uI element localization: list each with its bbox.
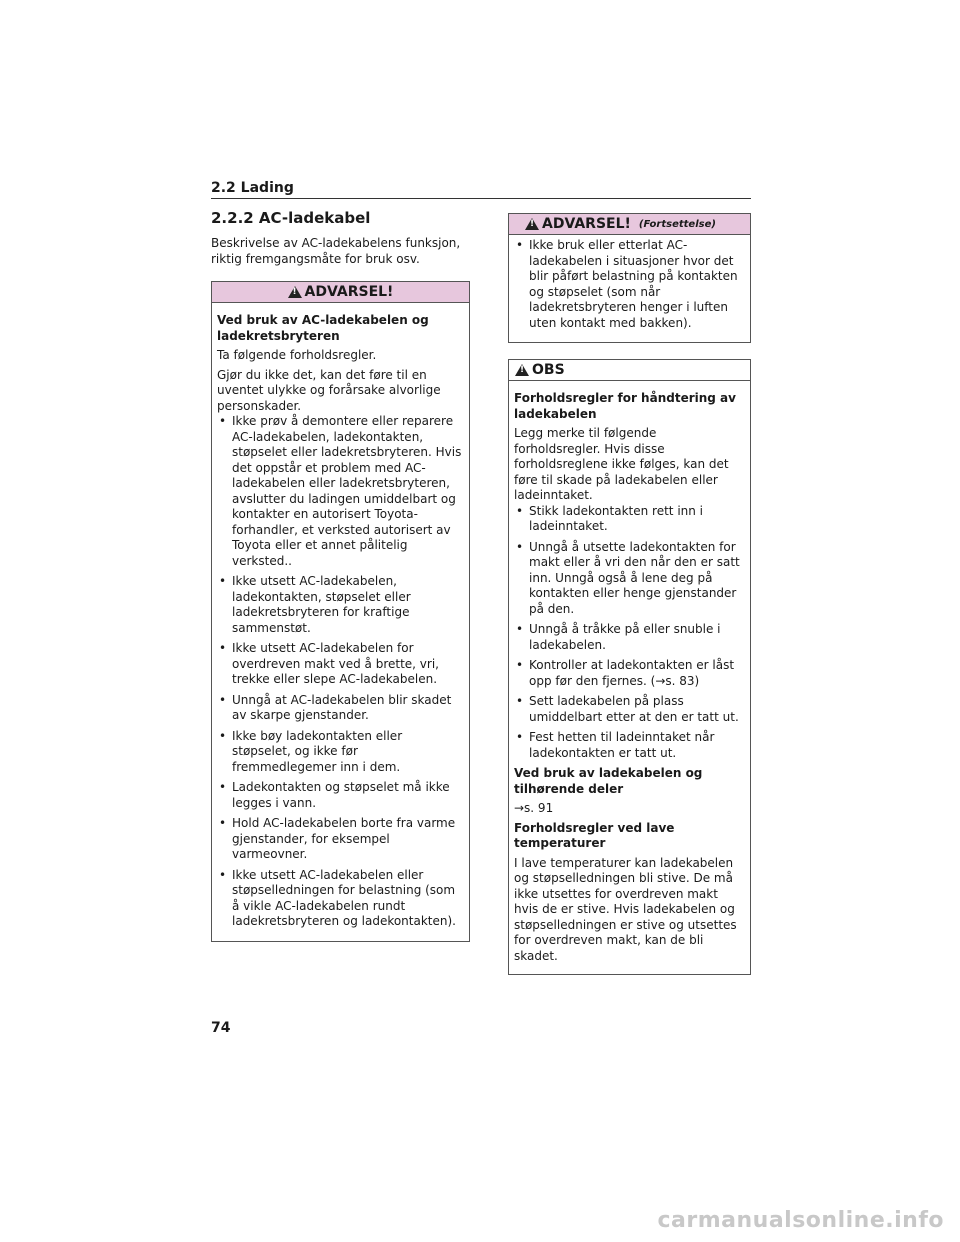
obs-paragraph: I lave temperaturer kan ladekabelen og støpselledningen bli stive. De må ikke utsettes for overdreven makt hvis de er stive. Hvis ladekabelen og støpselledningen er stive og utsettes for overdreven makt, kan de bli skadet. [514, 855, 737, 963]
warning-continued-body [509, 235, 750, 342]
obs-box [508, 359, 751, 975]
list-item: • Unngå å utsette ladekontakten for makt eller å vri den når den er satt inn. Unngå også å lene deg på kontakten eller henge gjenstander på den. [514, 540, 745, 618]
warning-continued-list [514, 238, 745, 331]
list-item: • Unngå å tråkke på eller snuble i ladekabelen. [514, 622, 745, 653]
obs-body [509, 381, 750, 974]
obs-bullet-list [514, 504, 745, 762]
obs-header [509, 360, 750, 381]
continued-tag: (Fortsettelse) [638, 218, 716, 230]
list-item: • Stikk ladekontakten rett inn i ladeinntaket. [514, 504, 745, 535]
list-item: • Unngå at AC-ladekabelen blir skadet av skarpe gjenstander. [217, 693, 464, 724]
page-number: 74 [211, 1020, 231, 1036]
list-item: • Ikke bruk eller etterlat AC-ladekabelen i situasjoner hvor det blir påført belastning på kontakten og støpselet (som når ladekretsbryteren henger i luften uten kontakt med bakken). [514, 238, 745, 331]
warning-continued-heading: ADVARSEL! [542, 216, 631, 232]
section-intro: Beskrivelse av AC-ladekabelens funksjon, riktig fremgangsmåte for bruk osv. [211, 236, 461, 266]
list-item: • Ladekontakten og støpselet må ikke legges i vann. [217, 780, 464, 811]
obs-subhead: Forholdsregler for håndtering av ladekabelen [514, 391, 736, 421]
list-item: • Ikke bøy ladekontakten eller støpselet, og ikke før fremmedlegemer inn i dem. [217, 729, 464, 776]
warning-continued-header [509, 214, 750, 235]
obs-subhead: Ved bruk av ladekabelen og tilhørende deler [514, 766, 703, 796]
warning-header [212, 282, 469, 303]
obs-heading: OBS [532, 362, 565, 378]
section-title: 2.2.2 AC-ladekabel [211, 209, 371, 227]
warning-subhead: Ved bruk av AC-ladekabelen og ladekretsbryteren [217, 313, 429, 343]
list-item: • Sett ladekabelen på plass umiddelbart etter at den er tatt ut. [514, 694, 745, 725]
warning-bullet-list [217, 414, 464, 930]
watermark-logo: carmanualsonline.info [657, 1208, 944, 1233]
warning-triangle-icon [525, 218, 539, 230]
list-item: • Ikke prøv å demontere eller reparere AC-ladekabelen, ladekontakten, støpselet eller ladekretsbryteren. Hvis det oppstår et problem med AC-ladekabelen eller ladekretsbryteren, avslutter du ladingen umiddelbart og kontakter en autorisert Toyota-forhandler, et verksted autorisert av Toyota eller et annet pålitelig verksted.. [217, 414, 464, 569]
list-item: • Kontroller at ladekontakten er låst opp før den fjernes. (→s. 83) [514, 658, 745, 689]
warning-box [211, 281, 470, 942]
caution-triangle-icon [515, 364, 529, 376]
obs-subhead: Forholdsregler ved lave temperaturer [514, 820, 675, 850]
chapter-header [211, 177, 751, 199]
list-item: • Ikke utsett AC-ladekabelen, ladekontakten, støpselet eller ladekretsbryteren for kraftige sammenstøt. [217, 574, 464, 636]
list-item: • Ikke utsett AC-ladekabelen eller støpselledningen for belastning (som å vikle AC-ladekabelen rundt ladekretsbryteren og ladekontakten). [217, 868, 464, 930]
warning-continued-box [508, 213, 751, 343]
list-item: • Ikke utsett AC-ladekabelen for overdreven makt ved å brette, vri, trekke eller slepe AC-ladekabelen. [217, 641, 464, 688]
obs-paragraph: Legg merke til følgende forholdsregler. Hvis disse forholdsreglene ikke følges, kan det føre til skade på ladekabelen eller ladeinntaket. [514, 426, 729, 502]
right-column [508, 213, 751, 975]
warning-body [212, 303, 469, 941]
chapter-title: 2.2 Lading [211, 180, 294, 196]
page-reference: →s. 91 [514, 801, 554, 815]
warning-paragraph: Gjør du ikke det, kan det føre til en uventet ulykke og forårsake alvorlige personskader. [217, 367, 441, 413]
warning-triangle-icon [288, 286, 302, 298]
left-column [211, 209, 470, 942]
warning-heading: ADVARSEL! [304, 284, 394, 300]
warning-paragraph: Ta følgende forholdsregler. [217, 348, 377, 362]
list-item: • Fest hetten til ladeinntaket når ladekontakten er tatt ut. [514, 730, 745, 761]
list-item: • Hold AC-ladekabelen borte fra varme gjenstander, for eksempel varmeovner. [217, 816, 464, 863]
